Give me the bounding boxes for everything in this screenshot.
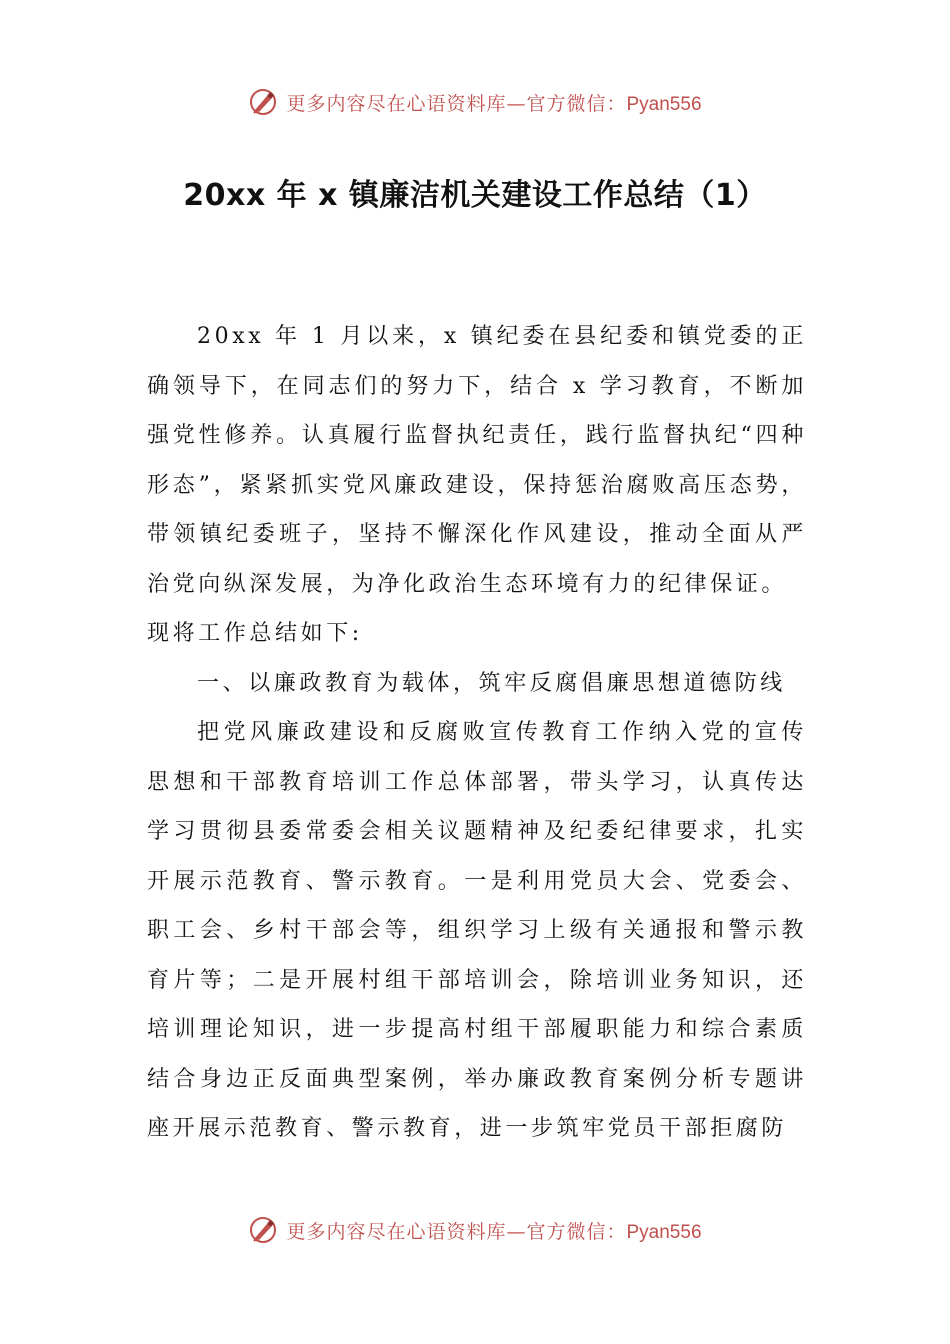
section-heading-1: 一、以廉政教育为载体，筑牢反腐倡廉思想道德防线 xyxy=(197,670,786,696)
footer-banner-text xyxy=(286,1217,701,1244)
body-paragraph-section-1: 把党风廉政建设和反腐败宣传教育工作纳入党的宣传思想和干部教育培训工作总体部署，带头学习，认真传达学习贯彻县委常委会相关议题精神及纪委纪律要求，扎实开展示范教育、警示教育。一是利用党员大会、党委会、职工会、乡村干部会等，组织学习上级有关通报和警示教育片等；二是开展村组干部培训会，除培训业务知识，还培训理论知识，进一步提高村组干部履职能力和综合素质结合身边正反面典型案例，举办廉政教育案例分析专题讲座开展示范教育、警示教育，进一步筑牢党员干部拒腐防 xyxy=(147,720,807,1141)
header-banner xyxy=(0,82,950,122)
document-title: 20xx 年 x 镇廉洁机关建设工作总结（1） xyxy=(183,178,767,213)
body-paragraph-intro: 20xx 年 1 月以来，x 镇纪委在县纪委和镇党委的正确领导下，在同志们的努力下，结合 x 学习教育，不断加强党性修养。认真履行监督执纪责任，践行监督执纪“四种形态”，紧紧抓实党风廉政建设，保持惩治腐败高压态势，带领镇纪委班子，坚持不懈深化作风建设，推动全面从严治党向纵深发展，为净化政治生态环境有力的纪律保证。 xyxy=(147,324,807,597)
header-banner-text xyxy=(286,89,701,116)
pen-nib-logo-icon xyxy=(248,87,278,117)
footer-banner-label: 更多内容尽在心语资料库—官方微信： xyxy=(286,1220,627,1243)
footer-banner xyxy=(0,1210,950,1250)
body-paragraph-transition: 现将工作总结如下: xyxy=(147,621,363,646)
pen-nib-logo-icon xyxy=(248,1215,278,1245)
header-wechat-id: Pyan556 xyxy=(626,93,702,115)
document-body xyxy=(147,312,807,1154)
footer-wechat-id: Pyan556 xyxy=(626,1221,702,1243)
header-banner-label: 更多内容尽在心语资料库—官方微信： xyxy=(286,92,627,115)
